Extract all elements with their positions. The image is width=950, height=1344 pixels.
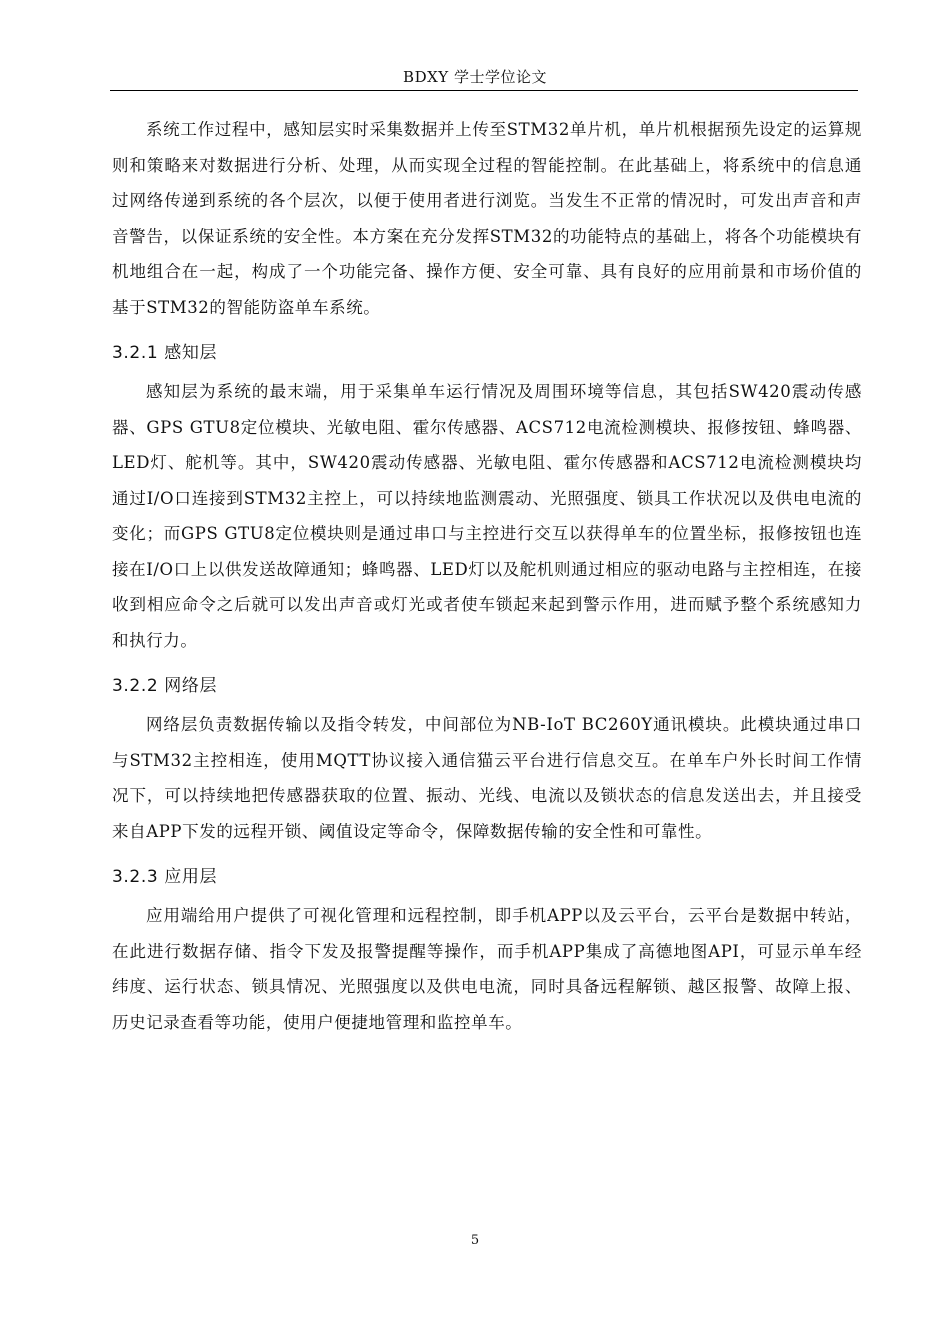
section-network-layer [112, 670, 862, 849]
running-header: BDXY 学士学位论文 [403, 68, 547, 86]
intro-paragraph: 系统工作过程中，感知层实时采集数据并上传至STM32单片机，单片机根据预先设定的运算规则和策略来对数据进行分析、处理，从而实现全过程的智能控制。在此基础上，将系统中的信息通过网络传递到系统的各个层次，以便于使用者进行浏览。当发生不正常的情况时，可发出声音和声音警告，以保证系统的安全性。本方案在充分发挥STM32的功能特点的基础上，将各个功能模块有机地组合在一起，构成了一个功能完备、操作方便、安全可靠、具有良好的应用前景和市场价值的基于STM32的智能防盗单车系统。 [112, 120, 862, 317]
section-perception-layer [112, 337, 862, 658]
section-heading: 3.2.1 感知层 [112, 343, 218, 363]
section-heading: 3.2.3 应用层 [112, 867, 218, 887]
section-application-layer [112, 861, 862, 1040]
body-content [112, 112, 862, 1040]
section-heading: 3.2.2 网络层 [112, 676, 218, 696]
page-number: 5 [470, 1233, 480, 1248]
section-paragraph: 感知层为系统的最末端，用于采集单车运行情况及周围环境等信息，其包括SW420震动传感器、GPS GTU8定位模块、光敏电阻、霍尔传感器、ACS712电流检测模块、报修按钮、蜂鸣器、LED灯、舵机等。其中，SW420震动传感器、光敏电阻、霍尔传感器和ACS712电流检测模块均通过I/O口连接到STM32主控上，可以持续地监测震动、光照强度、锁具工作状况以及供电电流的变化；而GPS GTU8定位模块则是通过串口与主控进行交互以获得单车的位置坐标，报修按钮也连接在I/O口上以供发送故障通知；蜂鸣器、LED灯以及舵机则通过相应的驱动电路与主控相连，在接收到相应命令之后就可以发出声音或灯光或者使车锁起来起到警示作用，进而赋予整个系统感知力和执行力。 [112, 382, 862, 650]
section-paragraph: 网络层负责数据传输以及指令转发，中间部位为NB-IoT BC260Y通讯模块。此模块通过串口与STM32主控相连，使用MQTT协议接入通信猫云平台进行信息交互。在单车户外长时间工作情况下，可以持续地把传感器获取的位置、振动、光线、电流以及锁状态的信息发送出去，并且接受来自APP下发的远程开锁、阈值设定等命令，保障数据传输的安全性和可靠性。 [112, 715, 862, 841]
section-paragraph: 应用端给用户提供了可视化管理和远程控制，即手机APP以及云平台，云平台是数据中转站，在此进行数据存储、指令下发及报警提醒等操作，而手机APP集成了高德地图API，可显示单车经纬度、运行状态、锁具情况、光照强度以及供电电流，同时具备远程解锁、越区报警、故障上报、历史记录查看等功能，使用户便捷地管理和监控单车。 [112, 906, 862, 1032]
header-divider [110, 90, 858, 91]
